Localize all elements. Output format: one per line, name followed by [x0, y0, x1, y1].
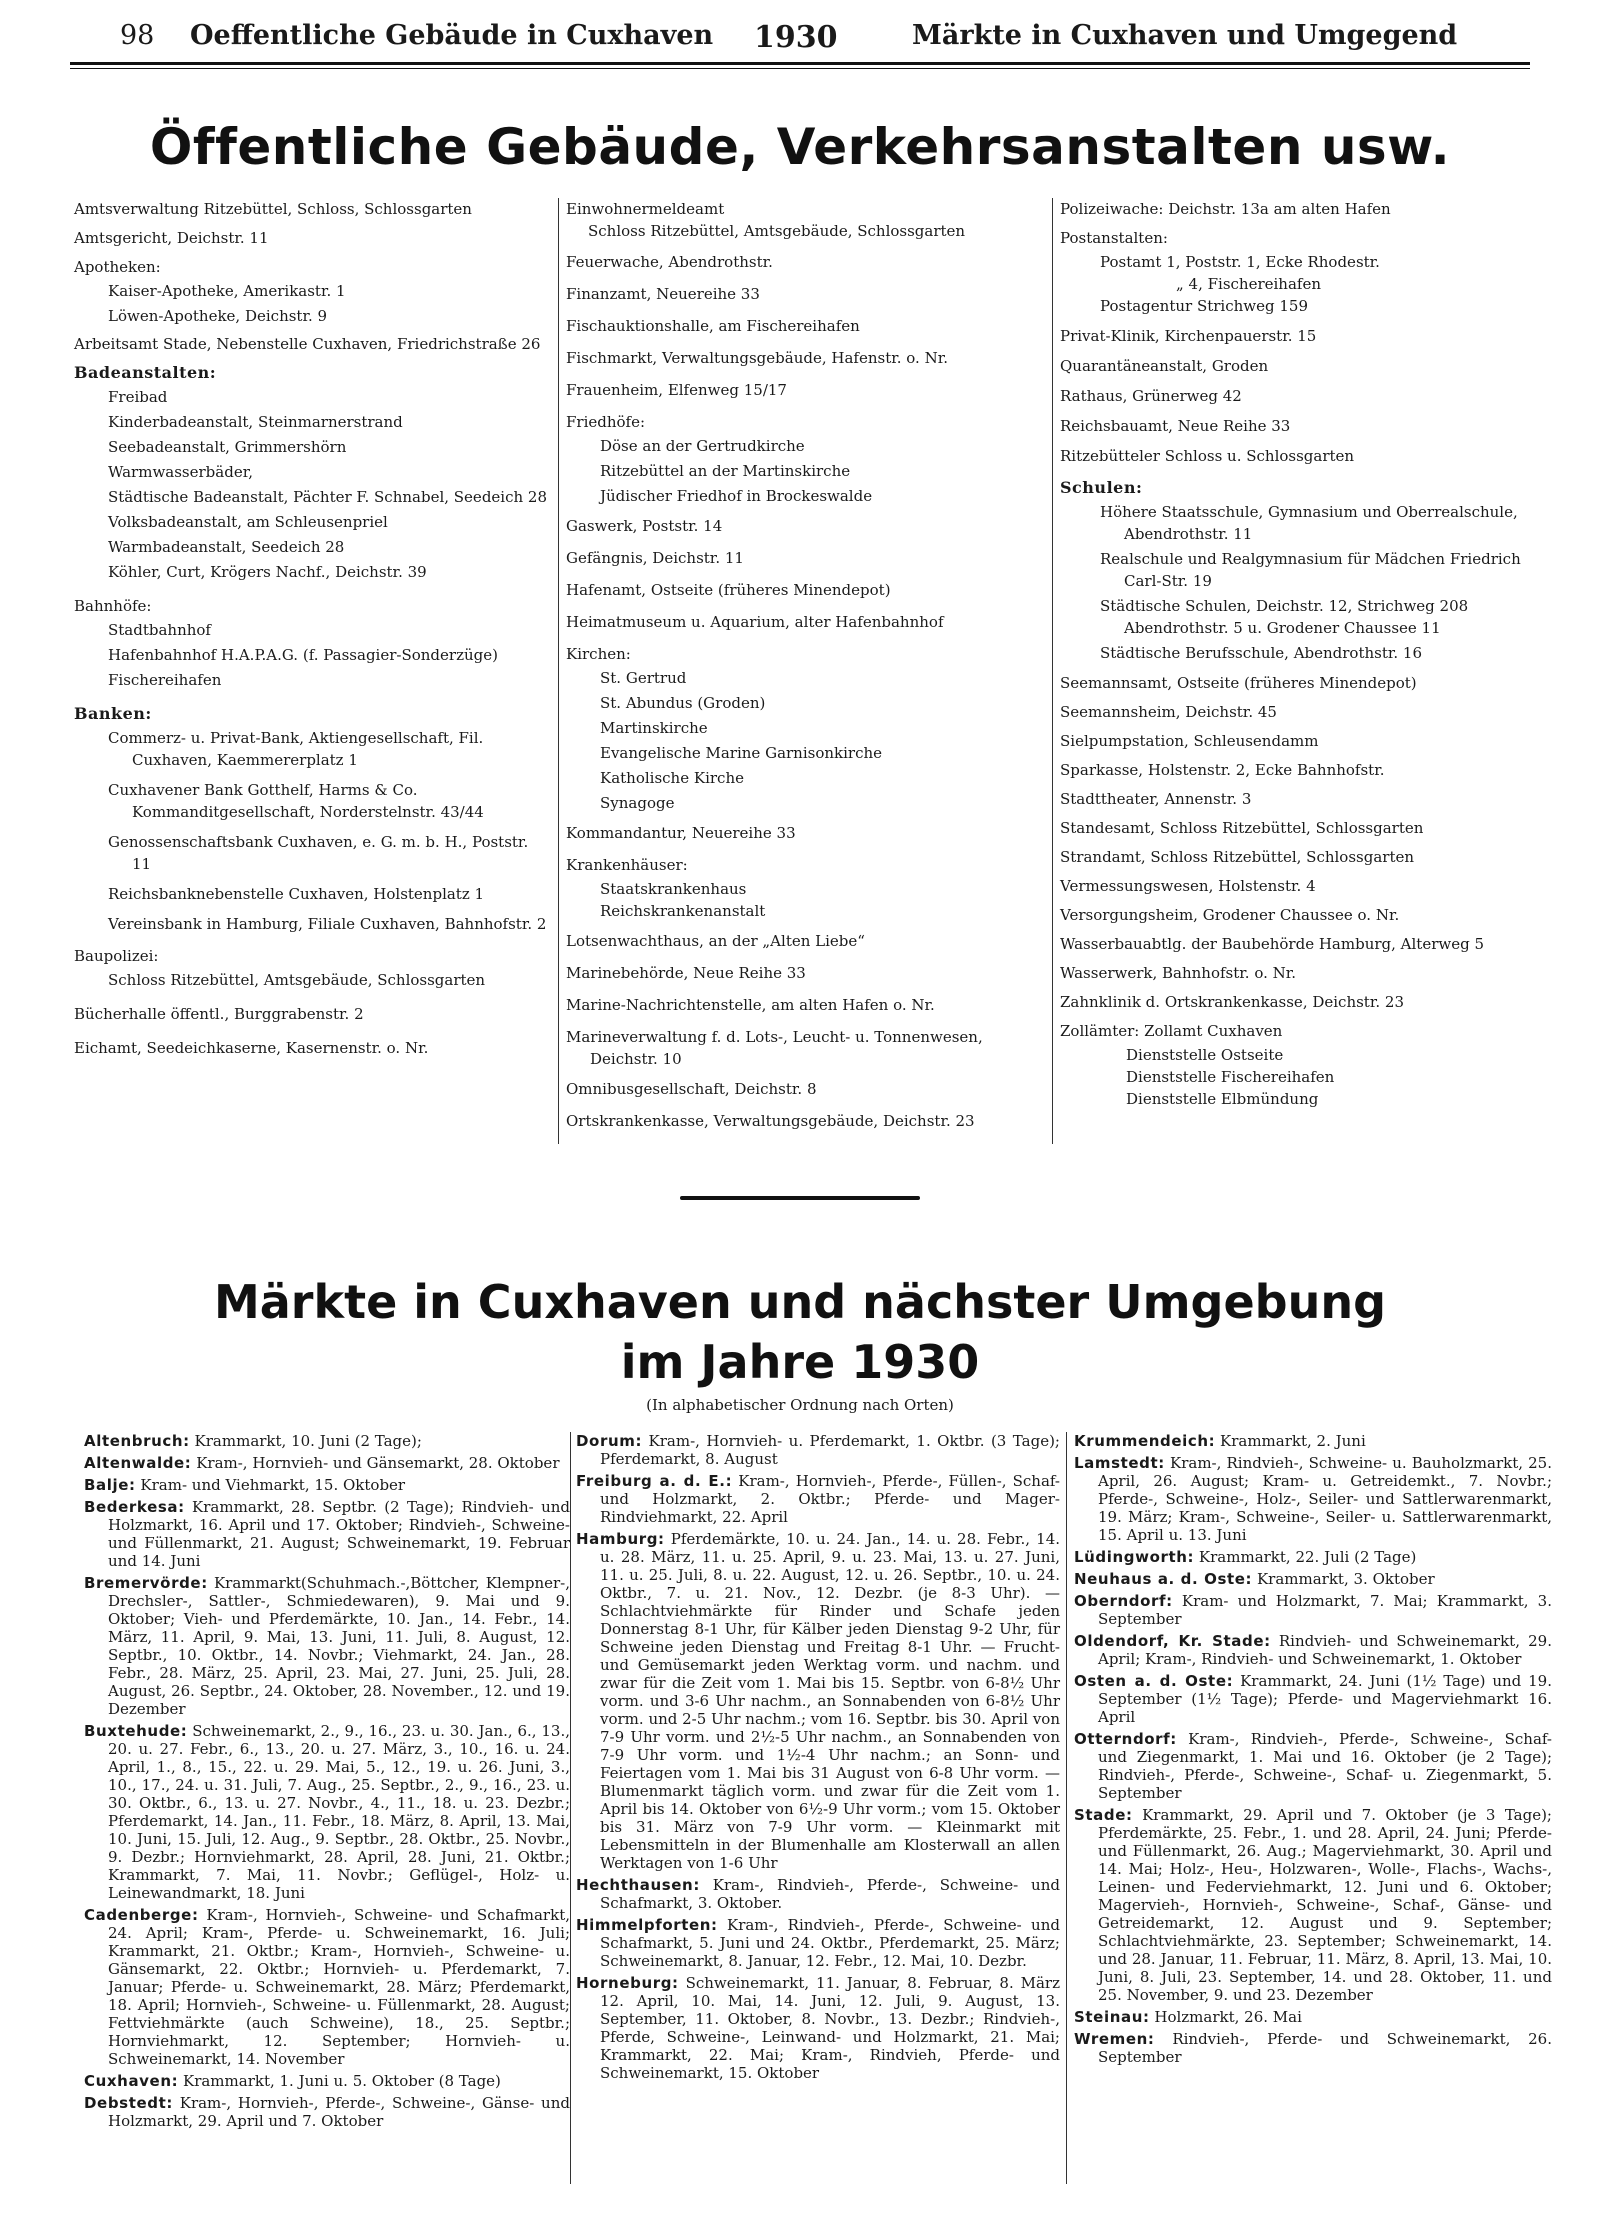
market-place-name: Oberndorf:: [1074, 1592, 1173, 1610]
list-item: Kinderbadeanstalt, Steinmarnerstrand: [108, 413, 403, 431]
list-item: Städtische Schulen, Deichstr. 12, Strichweg 208 Abendrothstr. 5 u. Grodener Chaussee 11: [1100, 597, 1469, 637]
list-item: Eichamt, Seedeichkaserne, Kasernenstr. o. Nr.: [74, 1039, 429, 1057]
list-item: Dienststelle Elbmündung: [1126, 1090, 1319, 1108]
market-entry: [576, 1530, 1060, 1872]
list-item: Marineverwaltung f. d. Lots-, Leucht- u. Tonnenwesen, Deichstr. 10: [566, 1028, 983, 1068]
list-item: Schloss Ritzebüttel, Amtsgebäude, Schlossgarten: [108, 971, 486, 989]
list-item: Döse an der Gertrudkirche: [600, 437, 805, 455]
market-entry: [84, 1574, 570, 1718]
market-dates: Krammarkt, 1. Juni u. 5. Oktober (8 Tage): [182, 2072, 501, 2090]
market-place-name: Stade:: [1074, 1806, 1133, 1824]
list-item: Ritzebüttel an der Martinskirche: [600, 462, 851, 480]
running-head: [120, 20, 1540, 60]
market-entry: [84, 1476, 570, 1494]
market-entry: [84, 1498, 570, 1570]
list-item: Amtsverwaltung Ritzebüttel, Schloss, Schlossgarten: [74, 200, 472, 218]
market-place-name: Wremen:: [1074, 2030, 1155, 2048]
list-item: Martinskirche: [600, 719, 708, 737]
market-entry: [576, 1432, 1060, 1468]
market-place-name: Oldendorf, Kr. Stade:: [1074, 1632, 1271, 1650]
market-entry: [1074, 2030, 1552, 2066]
list-item: „ 4, Fischereihafen: [1176, 275, 1321, 293]
market-place-name: Dorum:: [576, 1432, 643, 1450]
list-item: Reichsbanknebenstelle Cuxhaven, Holstenplatz 1: [108, 885, 485, 903]
market-place-name: Steinau:: [1074, 2008, 1150, 2026]
group-heading: Postanstalten:: [1060, 229, 1168, 247]
list-item: Löwen-Apotheke, Deichstr. 9: [108, 307, 328, 325]
list-item: Heimatmuseum u. Aquarium, alter Hafenbahnhof: [566, 613, 944, 631]
market-entry: [1074, 1454, 1552, 1544]
market-place-name: Balje:: [84, 1476, 136, 1494]
market-dates: Krammarkt, 3. Oktober: [1256, 1570, 1435, 1588]
column-divider: [558, 198, 559, 1144]
market-dates: Kram- und Viehmarkt, 15. Oktober: [140, 1476, 406, 1494]
markets-column-2: [576, 1432, 1060, 2086]
list-item: Versorgungsheim, Grodener Chaussee o. Nr.: [1060, 906, 1400, 924]
market-dates: Kram-, Hornvieh-, Schweine- und Schafmarkt, 24. April; Kram-, Pferde- u. Schweinemarkt, 16. Juli; Krammarkt, 21. Oktbr.; Kram-, Hornvieh-, Schweine- u. Gänsemarkt, 22. Oktbr.; Hornvieh- u. Pferdemarkt, 7. Januar; Pferde- u. Schweinemarkt, 28. März; Pferdemarkt, 18. April; Hornvieh-, Schweine- u. Füllenmarkt, 28. August; Fettviehmärkte (auch Schweine), 18., 25. Septbr.; Hornviehmarkt, 12. September; Hornvieh- u. Schweinemarkt, 14. November: [108, 1906, 570, 2068]
market-place-name: Buxtehude:: [84, 1722, 188, 1740]
market-place-name: Bremervörde:: [84, 1574, 208, 1592]
market-dates: Kram-, Rindvieh-, Pferde-, Schweine-, Schaf- und Ziegenmarkt, 1. Mai und 16. Oktober (je 2 Tage); Rindvieh-, Pferde-, Schweine-, Schaf- u. Ziegenmarkt, 5. September: [1098, 1730, 1552, 1802]
market-entry: [84, 1432, 570, 1450]
running-head-year: 1930: [754, 20, 838, 55]
market-dates: Krammarkt, 24. Juni (1½ Tage) und 19. September (1½ Tage); Pferde- und Magerviehmarkt 16. April: [1098, 1672, 1552, 1726]
list-item: Marine-Nachrichtenstelle, am alten Hafen o. Nr.: [566, 996, 935, 1014]
list-item: Marinebehörde, Neue Reihe 33: [566, 964, 806, 982]
market-entry: [84, 1722, 570, 1902]
market-entry: [1074, 1432, 1552, 1450]
list-item: Wasserbauabtlg. der Baubehörde Hamburg, Alterweg 5: [1060, 935, 1484, 953]
list-item: Gaswerk, Poststr. 14: [566, 517, 723, 535]
list-item: Privat-Klinik, Kirchenpauerstr. 15: [1060, 327, 1317, 345]
list-item: Höhere Staatsschule, Gymnasium und Oberrealschule, Abendrothstr. 11: [1100, 503, 1518, 543]
list-item: Omnibusgesellschaft, Deichstr. 8: [566, 1080, 817, 1098]
list-item: Städtische Badeanstalt, Pächter F. Schnabel, Seedeich 28: [108, 488, 548, 506]
buildings-column-1: [74, 198, 552, 1066]
list-item: Quarantäneanstalt, Groden: [1060, 357, 1269, 375]
group-heading: Badeanstalten:: [74, 363, 217, 382]
list-item: Synagoge: [600, 794, 675, 812]
group-heading: Bahnhöfe:: [74, 597, 152, 615]
list-item: Realschule und Realgymnasium für Mädchen Friedrich Carl-Str. 19: [1100, 550, 1521, 590]
list-item: Ortskrankenkasse, Verwaltungsgebäude, Deichstr. 23: [566, 1112, 975, 1130]
market-entry: [84, 1906, 570, 2068]
market-dates: Krammarkt, 28. Septbr. (2 Tage); Rindvieh- und Holzmarkt, 16. April und 17. Oktober; Rindvieh-, Schweine- und Füllenmarkt, 21. August; Schweinemarkt, 19. Februar und 14. Juni: [108, 1498, 570, 1570]
market-dates: Kram-, Rindvieh-, Schweine- u. Bauholzmarkt, 25. April, 26. August; Kram- u. Getreidemkt., 7. Novbr.; Pferde-, Schweine-, Holz-, Seiler- und Sattlerwarenmarkt, 19. März; Kram-, Schweine-, Seiler- u. Sattlerwarenmarkt, 15. April u. 13. Juni: [1098, 1454, 1552, 1544]
list-item: Staatskrankenhaus: [600, 880, 747, 898]
list-item: Fischmarkt, Verwaltungsgebäude, Hafenstr. o. Nr.: [566, 349, 949, 367]
group-heading: Zollämter: Zollamt Cuxhaven: [1060, 1022, 1283, 1040]
list-item: Vereinsbank in Hamburg, Filiale Cuxhaven, Bahnhofstr. 2: [108, 915, 547, 933]
list-item: Sielpumpstation, Schleusendamm: [1060, 732, 1319, 750]
list-item: Dienststelle Fischereihafen: [1126, 1068, 1335, 1086]
section-divider: [680, 1196, 920, 1200]
list-item: Warmbadeanstalt, Seedeich 28: [108, 538, 345, 556]
group-heading: Kirchen:: [566, 645, 631, 663]
market-place-name: Cadenberge:: [84, 1906, 199, 1924]
list-item: Bücherhalle öffentl., Burggrabenstr. 2: [74, 1005, 364, 1023]
list-item: Strandamt, Schloss Ritzebüttel, Schlossgarten: [1060, 848, 1415, 866]
list-item: Volksbadeanstalt, am Schleusenpriel: [108, 513, 388, 531]
market-entry: [84, 2072, 570, 2090]
group-heading: Apotheken:: [74, 258, 161, 276]
market-dates: Holzmarkt, 26. Mai: [1154, 2008, 1302, 2026]
list-item: Rathaus, Grünerweg 42: [1060, 387, 1242, 405]
section-title-markets: [0, 1272, 1600, 1392]
list-item: Frauenheim, Elfenweg 15/17: [566, 381, 787, 399]
market-entry: [1074, 1806, 1552, 2004]
list-item: Katholische Kirche: [600, 769, 744, 787]
market-entry: [84, 1454, 570, 1472]
list-item: Standesamt, Schloss Ritzebüttel, Schlossgarten: [1060, 819, 1424, 837]
list-item: Postamt 1, Poststr. 1, Ecke Rhodestr.: [1100, 253, 1380, 271]
market-place-name: Osten a. d. Oste:: [1074, 1672, 1234, 1690]
market-place-name: Altenwalde:: [84, 1454, 192, 1472]
buildings-column-3: [1060, 198, 1538, 1113]
market-dates: Kram-, Hornvieh- u. Pferdemarkt, 1. Oktbr. (3 Tage); Pferdemarkt, 8. August: [600, 1432, 1060, 1468]
list-item: Kommandantur, Neuereihe 33: [566, 824, 796, 842]
column-divider: [1052, 198, 1053, 1144]
list-item: Seemannsamt, Ostseite (früheres Minendepot): [1060, 674, 1417, 692]
list-item: Vermessungswesen, Holstenstr. 4: [1060, 877, 1316, 895]
header-rule: [70, 62, 1530, 65]
market-dates: Krammarkt, 2. Juni: [1220, 1432, 1366, 1450]
list-item: Schloss Ritzebüttel, Amtsgebäude, Schlossgarten: [588, 222, 966, 240]
markets-column-3: [1074, 1432, 1552, 2070]
market-entry: [576, 1472, 1060, 1526]
list-item: St. Abundus (Groden): [600, 694, 766, 712]
list-item: Polizeiwache: Deichstr. 13a am alten Hafen: [1060, 200, 1391, 218]
markets-column-1: [84, 1432, 570, 2134]
list-item: Ritzebütteler Schloss u. Schlossgarten: [1060, 447, 1355, 465]
market-dates: Schweinemarkt, 11. Januar, 8. Februar, 8. März 12. April, 10. Mai, 14. Juni, 12. Juli, 9. August, 13. September, 11. Oktober, 8. Novbr., 13. Dezbr.; Rindvieh-, Pferde, Schweine-, Leinwand- und Holzmarkt, 21. Mai; Krammarkt, 22. Mai; Kram-, Rindvieh, Pferde- und Schweinemarkt, 15. Oktober: [600, 1974, 1060, 2082]
list-item: Reichsbauamt, Neue Reihe 33: [1060, 417, 1291, 435]
market-entry: [576, 1876, 1060, 1912]
list-item: Seebadeanstalt, Grimmershörn: [108, 438, 347, 456]
market-entry: [576, 1974, 1060, 2082]
list-item: Amtsgericht, Deichstr. 11: [74, 229, 269, 247]
group-heading: Baupolizei:: [74, 947, 159, 965]
list-item: Jüdischer Friedhof in Brockeswalde: [600, 487, 873, 505]
column-divider: [1066, 1432, 1067, 2184]
market-place-name: Altenbruch:: [84, 1432, 190, 1450]
section-subtitle: (In alphabetischer Ordnung nach Orten): [646, 1396, 954, 1414]
market-dates: Kram-, Hornvieh-, Pferde-, Schweine-, Gänse- und Holzmarkt, 29. April und 7. Oktober: [108, 2094, 570, 2130]
buildings-column-2: [566, 198, 1044, 1139]
market-entry: [1074, 1592, 1552, 1628]
market-entry: [1074, 1548, 1552, 1566]
list-item: Reichskrankenanstalt: [600, 902, 766, 920]
market-dates: Schweinemarkt, 2., 9., 16., 23. u. 30. Jan., 6., 13., 20. u. 27. Febr., 6., 13., 20. u. 27. März, 3., 10., 16. u. 24. April, 1., 8., 15., 22. u. 29. Mai, 5., 12., 19. u. 26. Juni, 3., 10., 17., 24. u. 31. Juli, 7. Aug., 25. Septbr., 2., 9., 16., 23. u. 30. Oktbr., 6., 13. u. 27. Novbr., 4., 11., 18. u. 23. Dezbr.; Pferdemarkt, 14. Jan., 11. Febr., 18. März, 8. April, 13. Mai, 10. Juni, 15. Juli, 12. Aug., 9. Septbr., 28. Oktbr., 25. Novbr., 9. Dezbr.; Hornviehmarkt, 28. April, 28. Juni, 21. Oktbr.; Krammarkt, 7. Mai, 11. Novbr.; Geflügel-, Holz- u. Leinewandmarkt, 18. Juni: [108, 1722, 570, 1902]
market-dates: Krammarkt, 22. Juli (2 Tage): [1198, 1548, 1417, 1566]
list-item: Fischereihafen: [108, 671, 222, 689]
group-heading: Krankenhäuser:: [566, 856, 688, 874]
list-item: Postagentur Strichweg 159: [1100, 297, 1309, 315]
market-dates: Krammarkt, 10. Juni (2 Tage);: [194, 1432, 422, 1450]
market-dates: Krammarkt, 29. April und 7. Oktober (je 3 Tage); Pferdemärkte, 25. Febr., 1. und 28. April, 24. Juni; Pferde- und Füllenmarkt, 26. Aug.; Magerviehmarkt, 30. April und 14. Mai; Holz-, Heu-, Holzwaren-, Wolle-, Flachs-, Wachs-, Leinen- und Federviehmarkt, 12. Juni und 6. Oktober; Magervieh-, Hornvieh-, Schweine-, Schaf-, Gänse- und Getreidemarkt, 12. August und 9. September; Schlachtviehmärkte, 23. September; Schweinemarkt, 14. und 28. Januar, 11. Februar, 11. März, 8. April, 13. Mai, 10. Juni, 8. Juli, 23. September, 14. und 28. Oktober, 11. und 25. November, 9. und 23. Dezember: [1098, 1806, 1552, 2004]
list-item: Lotsenwachthaus, an der „Alten Liebe“: [566, 932, 865, 950]
running-head-left: Oeffentliche Gebäude in Cuxhaven: [190, 20, 714, 51]
market-place-name: Himmelpforten:: [576, 1916, 718, 1934]
running-head-right: Märkte in Cuxhaven und Umgegend: [912, 20, 1458, 51]
list-item: Freibad: [108, 388, 168, 406]
market-place-name: Cuxhaven:: [84, 2072, 179, 2090]
list-item: St. Gertrud: [600, 669, 687, 687]
market-place-name: Lamstedt:: [1074, 1454, 1165, 1472]
market-place-name: Hamburg:: [576, 1530, 665, 1548]
list-item: Gefängnis, Deichstr. 11: [566, 549, 744, 567]
market-entry: [1074, 2008, 1552, 2026]
market-dates: Kram-, Rindvieh-, Pferde-, Schweine- und Schafmarkt, 3. Oktober.: [600, 1876, 1060, 1912]
market-dates: Kram-, Hornvieh-, Pferde-, Füllen-, Schaf- und Holzmarkt, 2. Oktbr.; Pferde- und Mager-Rindviehmarkt, 22. April: [600, 1472, 1060, 1526]
list-item: Feuerwache, Abendrothstr.: [566, 253, 773, 271]
market-place-name: Hechthausen:: [576, 1876, 700, 1894]
market-entry: [84, 2094, 570, 2130]
market-dates: Krammarkt(Schuhmach.-,Böttcher, Klempner-, Drechsler-, Sattler-, Schmiedewaren), 9. Mai und 9. Oktober; Vieh- und Pferdemärkte, 10. Jan., 14. Febr., 14. März, 11. April, 9. Mai, 13. Juni, 11. Juli, 8. August, 12. Septbr., 10. Oktbr., 14. Novbr.; Viehmarkt, 24. Jan., 28. Febr., 28. März, 25. April, 23. Mai, 27. Juni, 25. Juli, 28. August, 26. Septbr., 24. Oktober, 28. November., 12. und 19. Dezember: [108, 1574, 570, 1718]
list-item: Stadtbahnhof: [108, 621, 211, 639]
market-dates: Rindvieh-, Pferde- und Schweinemarkt, 26. September: [1098, 2030, 1552, 2066]
header-rule-thin: [70, 68, 1530, 69]
market-place-name: Debstedt:: [84, 2094, 173, 2112]
market-entry: [1074, 1570, 1552, 1588]
market-place-name: Lüdingworth:: [1074, 1548, 1195, 1566]
market-place-name: Bederkesa:: [84, 1498, 185, 1516]
market-entry: [1074, 1632, 1552, 1668]
column-divider: [570, 1432, 571, 2184]
list-item: Hafenamt, Ostseite (früheres Minendepot): [566, 581, 891, 599]
list-item: Fischauktionshalle, am Fischereihafen: [566, 317, 860, 335]
list-item: Stadttheater, Annenstr. 3: [1060, 790, 1252, 808]
list-item: Sparkasse, Holstenstr. 2, Ecke Bahnhofstr.: [1060, 761, 1385, 779]
list-item: Cuxhavener Bank Gotthelf, Harms & Co. Kommanditgesellschaft, Norderstelnstr. 43/44: [108, 781, 484, 821]
list-item: Finanzamt, Neuereihe 33: [566, 285, 760, 303]
market-dates: Rindvieh- und Schweinemarkt, 29. April; Kram-, Rindvieh- und Schweinemarkt, 1. Oktober: [1098, 1632, 1552, 1668]
list-item: Hafenbahnhof H.A.P.A.G. (f. Passagier-Sonderzüge): [108, 646, 498, 664]
market-place-name: Neuhaus a. d. Oste:: [1074, 1570, 1253, 1588]
market-place-name: Freiburg a. d. E.:: [576, 1472, 733, 1490]
list-item: Köhler, Curt, Krögers Nachf., Deichstr. 39: [108, 563, 427, 581]
list-item: Evangelische Marine Garnisonkirche: [600, 744, 883, 762]
list-item: Seemannsheim, Deichstr. 45: [1060, 703, 1277, 721]
section-title-line-2: im Jahre 1930: [620, 1335, 980, 1389]
group-heading: Schulen:: [1060, 478, 1143, 497]
list-item: Städtische Berufsschule, Abendrothstr. 16: [1100, 644, 1423, 662]
list-item: Einwohnermeldeamt: [566, 200, 725, 218]
market-dates: Kram-, Rindvieh-, Pferde-, Schweine- und Schafmarkt, 5. Juni und 24. Oktbr., Pferdemarkt, 25. März; Schweinemarkt, 8. Januar, 12. Febr., 12. Mai, 10. Dezbr.: [600, 1916, 1060, 1970]
market-entry: [1074, 1730, 1552, 1802]
group-heading: Friedhöfe:: [566, 413, 646, 431]
list-item: Wasserwerk, Bahnhofstr. o. Nr.: [1060, 964, 1297, 982]
list-item: Commerz- u. Privat-Bank, Aktiengesellschaft, Fil. Cuxhaven, Kaemmererplatz 1: [108, 729, 484, 769]
market-entry: [576, 1916, 1060, 1970]
group-heading: Banken:: [74, 704, 152, 723]
section-title-public-buildings: Öffentliche Gebäude, Verkehrsanstalten usw.: [149, 118, 1451, 176]
list-item: Genossenschaftsbank Cuxhaven, e. G. m. b. H., Poststr. 11: [108, 833, 529, 873]
market-place-name: Otterndorf:: [1074, 1730, 1177, 1748]
market-dates: Kram-, Hornvieh- und Gänsemarkt, 28. Oktober: [196, 1454, 560, 1472]
list-item: Arbeitsamt Stade, Nebenstelle Cuxhaven, Friedrichstraße 26: [74, 335, 541, 353]
market-place-name: Horneburg:: [576, 1974, 679, 1992]
market-dates: Kram- und Holzmarkt, 7. Mai; Krammarkt, 3. September: [1098, 1592, 1552, 1628]
market-entry: [1074, 1672, 1552, 1726]
list-item: Zahnklinik d. Ortskrankenkasse, Deichstr. 23: [1060, 993, 1404, 1011]
market-dates: Pferdemärkte, 10. u. 24. Jan., 14. u. 28. Febr., 14. u. 28. März, 11. u. 25. April, 9. u. 23. Mai, 13. u. 27. Juni, 11. u. 25. Juli, 8. u. 22. August, 12. u. 26. Septbr., 10. u. 24. Oktbr., 7. u. 21. Nov., 12. Dezbr. (je 8-3 Uhr). — Schlachtviehmärkte für Rinder und Schafe jeden Donnerstag 8-1 Uhr, für Kälber jeden Dienstag 9-2 Uhr, für Schweine jeden Dienstag und Freitag 8-1 Uhr. — Frucht- und Gemüsemarkt jeden Werktag vorm. und nachm. und zwar für die Zeit vom 1. Mai bis 15. Septbr. von 6-8½ Uhr vorm. und 3-6 Uhr nachm., an Sonnabenden von 6-8½ Uhr vorm. und 2-5 Uhr nachm.; vom 16. Septbr. bis 30. April von 7-9 Uhr vorm. und 2½-5 Uhr nachm., an Sonnabenden von 7-9 Uhr vorm. und 1½-4 Uhr nachm.; an Sonn- und Feiertagen vom 1. Mai bis 31 August von 6-8 Uhr vorm. — Blumenmarkt täglich vorm. und zwar für die Zeit vom 1. April bis 14. Oktober von 6½-9 Uhr vorm.; vom 15. Oktober bis 31. März von 7-9 Uhr vorm. — Kleinmarkt mit Lebensmitteln in der Blumenhalle am Klosterwall an allen Werktagen von 1-6 Uhr: [600, 1530, 1060, 1872]
list-item: Warmwasserbäder,: [108, 463, 253, 481]
market-place-name: Krummendeich:: [1074, 1432, 1216, 1450]
section-title-line-1: Märkte in Cuxhaven und nächster Umgebung: [213, 1275, 1386, 1329]
list-item: Kaiser-Apotheke, Amerikastr. 1: [108, 282, 346, 300]
page-number: 98: [120, 20, 155, 51]
list-item: Dienststelle Ostseite: [1126, 1046, 1284, 1064]
